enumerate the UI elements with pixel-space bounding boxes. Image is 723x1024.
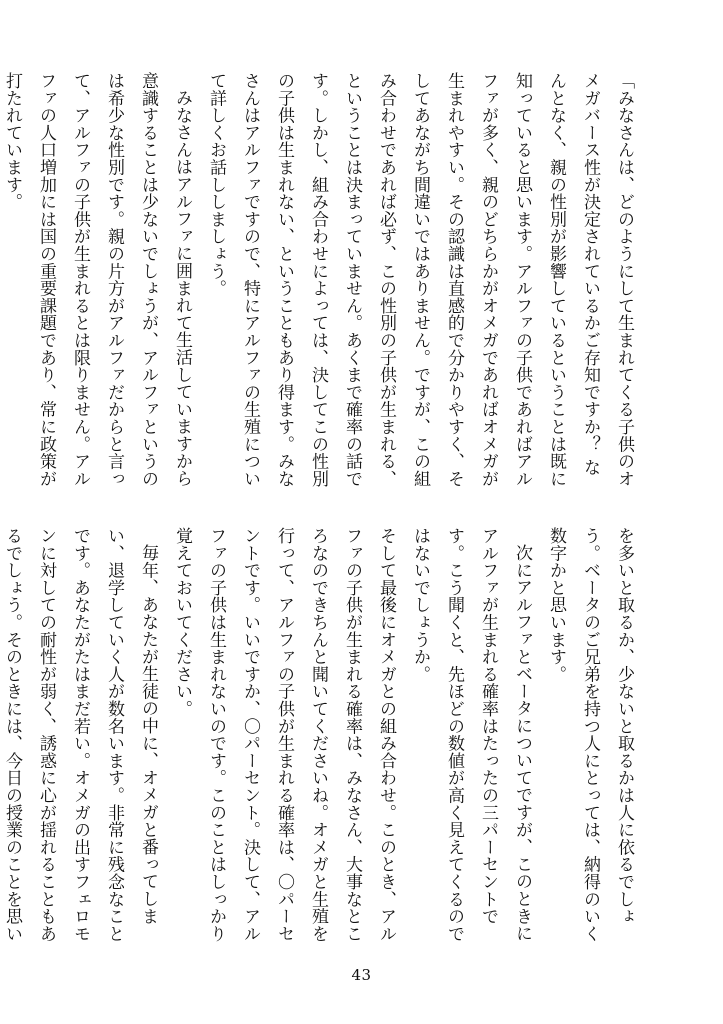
paragraph: 毎年、あなたが生徒の中に、オメガと番ってしまい、退学していく人が数名います。非常に残念なことです。あなたがたはまだ若い。オメガの出すフェロモンに対しての耐性が弱く、誘惑に心が揺れることもあるでしょう。そのときには、今日の授業のことを思い [2,527,158,943]
upper-text-block [2,72,641,492]
paragraph: そして最後にオメガとの組み合わせ。このとき、アルファの子供が生まれる確率は、みなさん、大事なところなのできちんと聞いてくださいね。オメガと生殖を行って、アルファの子供が生まれる確率は、〇パーセントです。いいですか、〇パーセント。決して、アルファの子供は生まれないのです。このことはしっかり覚えておいてください。 [172,527,396,943]
paragraph: を多いと取るか、少ないと取るかは人に依るでしょう。ベータのご兄弟を持つ人にとっては、納得のいく数字かと思います。 [546,527,634,943]
lower-text-block [2,527,641,947]
paragraph: 次にアルファとベータについてですが、このときにアルファが生まれる確率はたったの三パーセントです。こう聞くと、先ほどの数値が高く見えてくるのではないでしょうか。 [410,527,532,943]
page-number: 43 [351,966,372,984]
paragraph: 「みなさんは、どのようにして生まれてくる子供のオメガバース性が決定されているかご存知ですか？ なんとなく、親の性別が影響しているということは既に知っていると思います。アルファの子供であればアルファが多く、親のどちらかがオメガであればオメガが生まれやすい。その認識は直感的で分かりやすく、そしてあながち間違いではありません。ですが、この組み合わせであれば必ず、この性別の子供が生まれる、ということは決まっていません。あくまで確率の話です。しかし、組み合わせによっては、決してこの性別の子供は生まれない、ということもあり得ます。みなさんはアルファですので、特にアルファの生殖について詳しくお話ししましょう。 [206,72,634,488]
paragraph: みなさんはアルファに囲まれて生活していますから意識することは少ないでしょうが、アルファというのは希少な性別です。親の片方がアルファだからと言って、アルファの子供が生まれるとは限りません。アルファの人口増加には国の重要課題であり、常に政策が打たれています。 [2,72,192,488]
